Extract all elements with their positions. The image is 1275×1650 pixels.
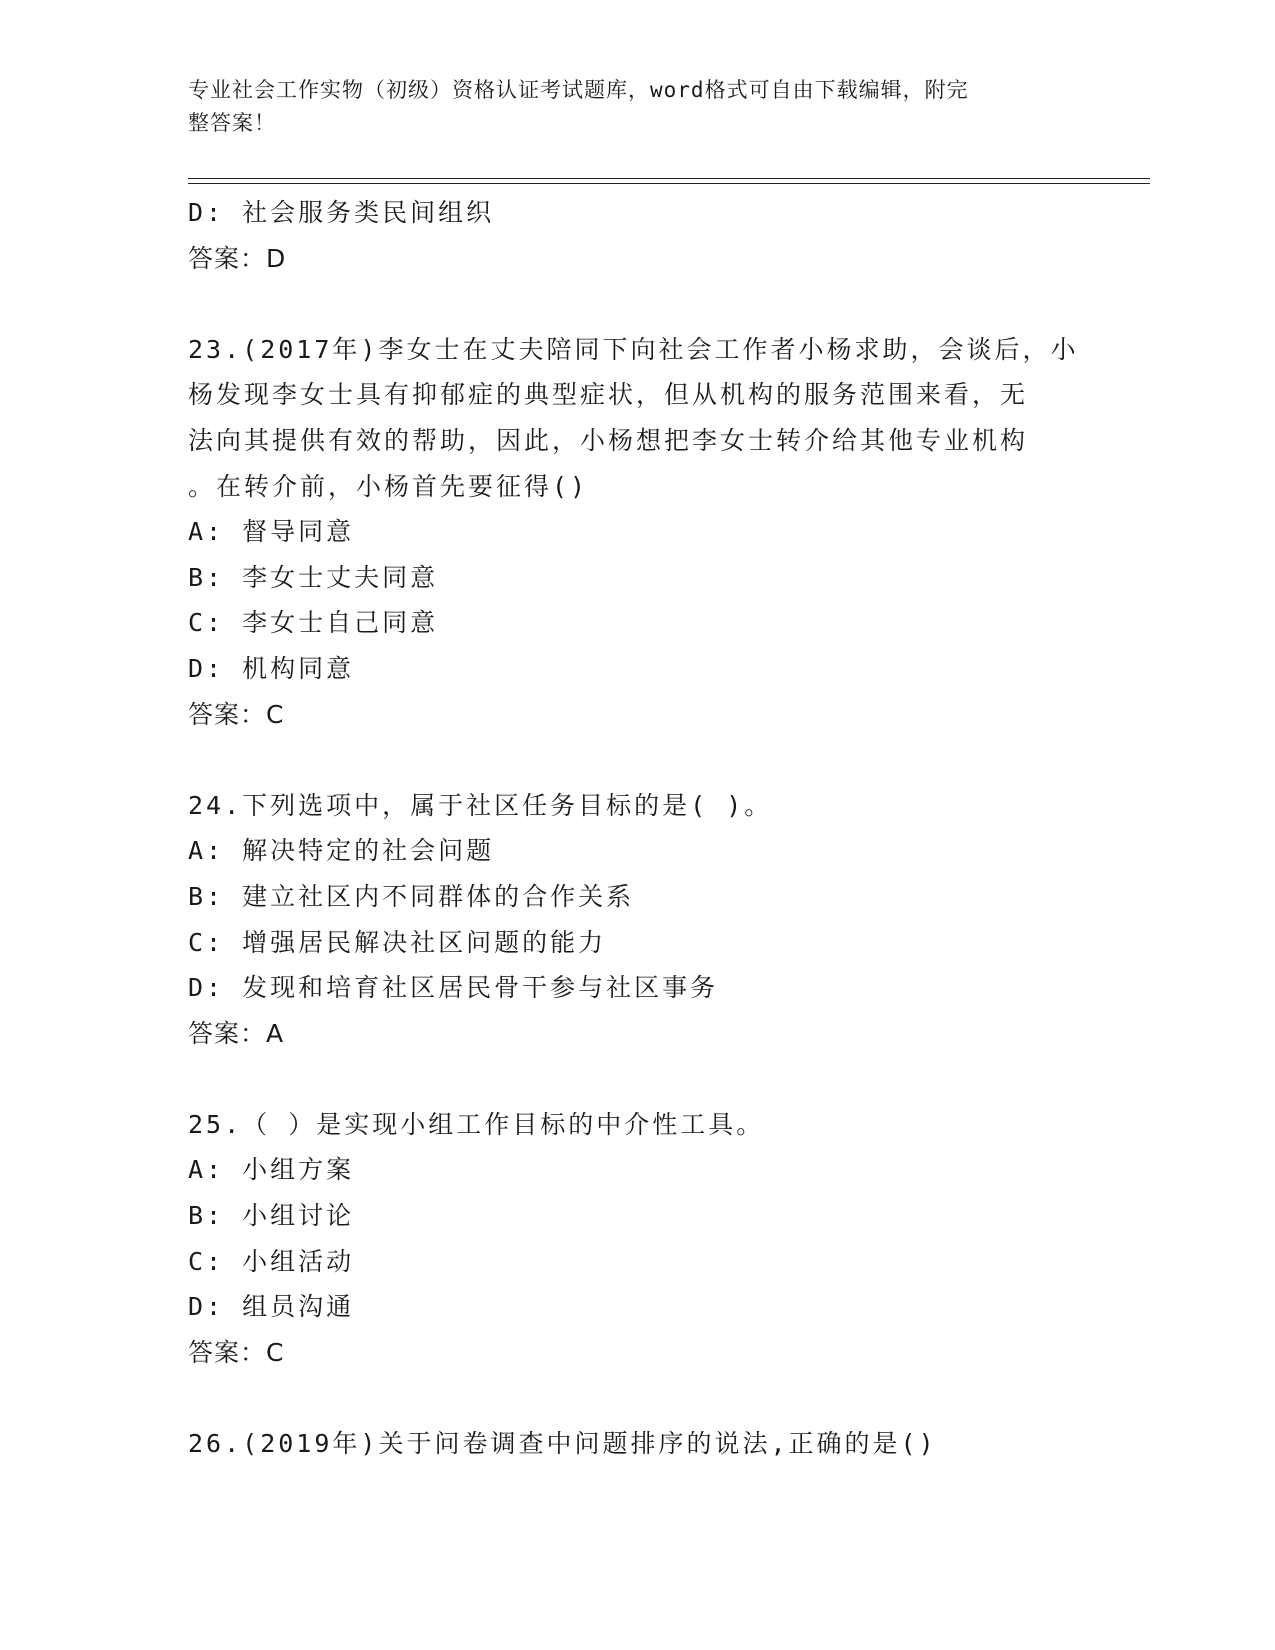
question-23-option-a: A: 督导同意 <box>188 517 355 547</box>
page-header <box>188 74 1068 140</box>
question-25-stem: 25.（ ）是实现小组工作目标的中介性工具。 <box>188 1109 765 1139</box>
question-25-option-d: D: 组员沟通 <box>188 1292 355 1322</box>
question-23-option-d: D: 机构同意 <box>188 653 355 683</box>
question-23-line: 。在转介前，小杨首先要征得() <box>188 471 589 501</box>
question-25-answer: 答案：C <box>188 1337 285 1367</box>
spacer <box>188 1375 1088 1421</box>
spacer <box>188 1056 1088 1102</box>
question-24-option-d: D: 发现和培育社区居民骨干参与社区事务 <box>188 973 719 1003</box>
question-23-answer: 答案：C <box>188 699 285 729</box>
question-24-option-c: C: 增强居民解决社区问题的能力 <box>188 927 607 957</box>
spacer <box>188 281 1088 327</box>
question-24-answer: 答案：A <box>188 1018 285 1048</box>
question-23-option-b: B: 李女士丈夫同意 <box>188 562 439 592</box>
question-23-stem <box>188 327 1088 509</box>
question-23-line: 23.(2017年)李女士在丈夫陪同下向社会工作者小杨求助，会谈后，小 <box>188 334 1079 364</box>
question-23-line: 杨发现李女士具有抑郁症的典型症状，但从机构的服务范围来看，无 <box>188 380 1029 410</box>
spacer <box>188 737 1088 783</box>
question-25-option-b: B: 小组讨论 <box>188 1201 355 1231</box>
prev-answer: 答案：D <box>188 243 287 273</box>
question-25-option-c: C: 小组活动 <box>188 1246 355 1276</box>
question-23-line: 法向其提供有效的帮助，因此，小杨想把李女士转介给其他专业机构 <box>188 425 1029 455</box>
question-23-option-c: C: 李女士自己同意 <box>188 608 439 638</box>
question-26-stem: 26.(2019年)关于问卷调查中问题排序的说法,正确的是() <box>188 1429 937 1459</box>
header-line-1: 专业社会工作实物（初级）资格认证考试题库，word格式可自由下载编辑，附完 <box>188 78 969 102</box>
prev-option-d: D: 社会服务类民间组织 <box>188 198 495 227</box>
question-24-option-b: B: 建立社区内不同群体的合作关系 <box>188 881 635 911</box>
header-rule-top <box>188 178 1150 179</box>
question-24-stem: 24.下列选项中，属于社区任务目标的是( )。 <box>188 790 773 820</box>
question-24-option-a: A: 解决特定的社会问题 <box>188 836 495 866</box>
header-rule-bottom <box>188 183 1150 184</box>
question-content <box>188 190 1088 1467</box>
header-line-2: 整答案！ <box>188 111 276 135</box>
question-25-option-a: A: 小组方案 <box>188 1155 355 1185</box>
